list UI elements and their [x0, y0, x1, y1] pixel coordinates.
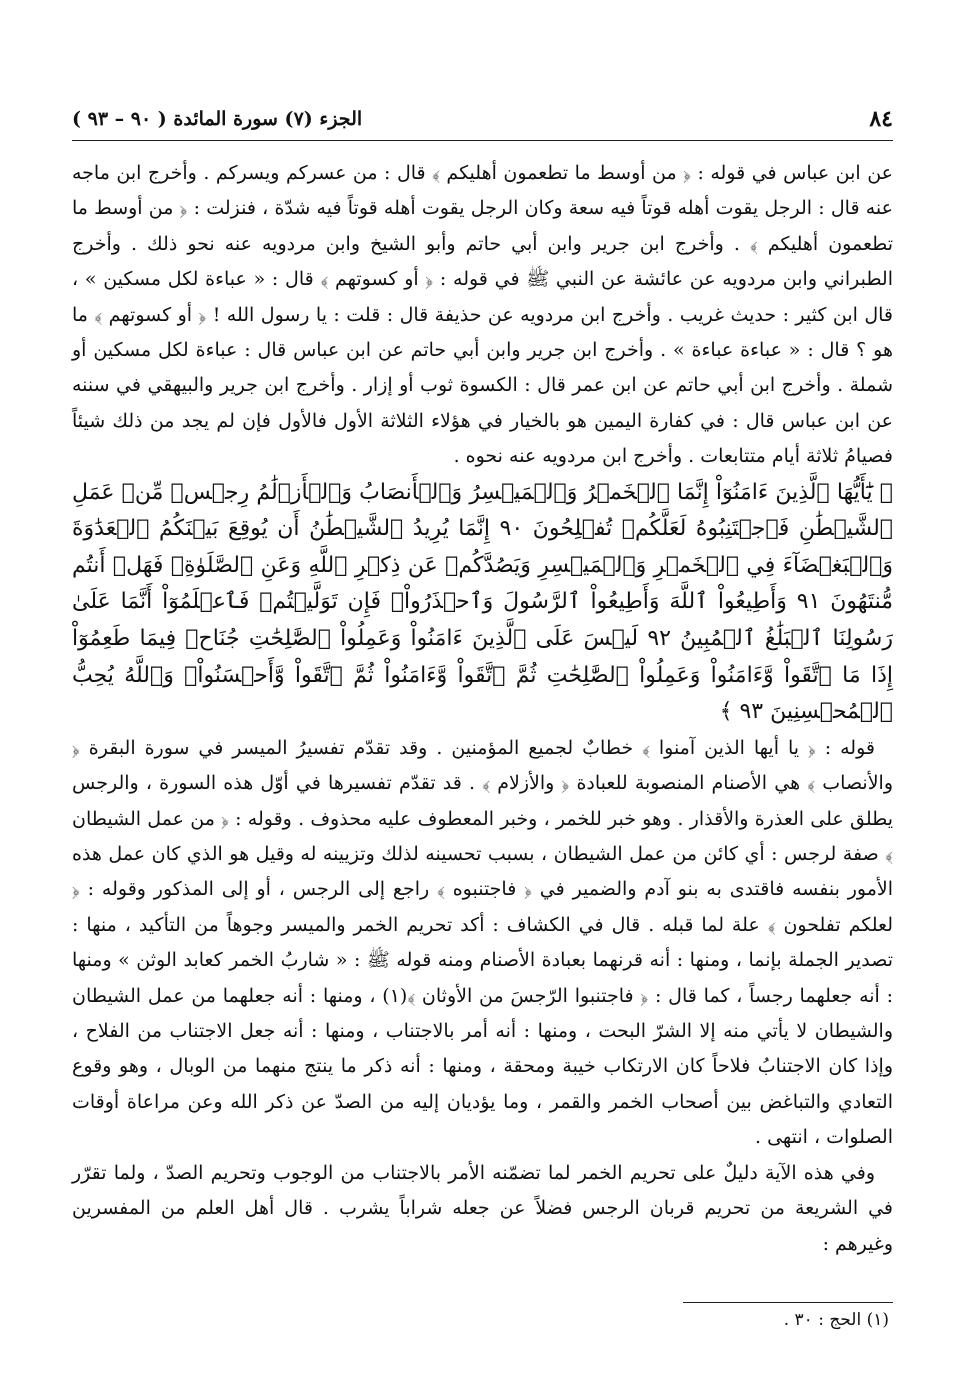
main-text — [72, 156, 893, 1262]
page-header — [72, 104, 893, 141]
quran-verses: ﴿ يَٰٓأَيُّهَا ٱلَّذِينَ ءَامَنُوٓاْ إِنَّمَا ٱلۡخَمۡرُ وَٱلۡمَيۡسِرُ وَٱلۡأَنصَابُ وَٱلۡأَزۡلَٰمُ رِجۡسٞ مِّنۡ عَمَلِ ٱلشَّيۡطَٰنِ فَٱجۡتَنِبُوهُ لَعَلَّكُمۡ تُفۡلِحُونَ ٩٠ إِنَّمَا يُرِيدُ ٱلشَّيۡطَٰنُ أَن يُوقِعَ بَيۡنَكُمُ ٱلۡعَدَٰوَةَ وَٱلۡبَغۡضَآءَ فِي ٱلۡخَمۡرِ وَٱلۡمَيۡسِرِ وَيَصُدَّكُمۡ عَن ذِكۡرِ ٱللَّهِ وَعَنِ ٱلصَّلَوٰةِۖ فَهَلۡ أَنتُم مُّنتَهُونَ ٩١ وَأَطِيعُواْ ٱللَّهَ وَأَطِيعُواْ ٱلرَّسُولَ وَٱحۡذَرُواْۚ فَإِن تَوَلَّيۡتُمۡ فَٱعۡلَمُوٓاْ أَنَّمَا عَلَىٰ رَسُولِنَا ٱلۡبَلَٰغُ ٱلۡمُبِينُ ٩٢ لَيۡسَ عَلَى ٱلَّذِينَ ءَامَنُواْ وَعَمِلُواْ ٱلصَّٰلِحَٰتِ جُنَاحٞ فِيمَا طَعِمُوٓاْ إِذَا مَا ٱتَّقَواْ وَّءَامَنُواْ وَعَمِلُواْ ٱلصَّٰلِحَٰتِ ثُمَّ ٱتَّقَواْ وَّءَامَنُواْ ثُمَّ ٱتَّقَواْ وَّأَحۡسَنُواْۚ وَٱللَّهُ يُحِبُّ ٱلۡمُحۡسِنِينَ ٩٣ ﴾ — [72, 479, 893, 725]
commentary-paragraph-2: وفي هذه الآية دليلٌ على تحريم الخمر لما تضمّنه الأمر بالاجتناب من الوجوب وتحريم الصدّ ، ولما تقرّر في الشريعة من تحريم قربان الرجس فضلاً عن جعله شراباً يشرب . قال أهل العلم من المفسرين وغيرهم : — [72, 1161, 893, 1255]
commentary-paragraph-1: قوله : ﴿ يا أيها الذين آمنوا ﴾ خطابٌ لجميع المؤمنين . وقد تقدّم تفسيرُ الميسر في سورة البقرة ﴿ والأنصاب ﴾ هي الأصنام المنصوبة للعبادة ﴿ والأزلام ﴾ . قد تقدّم تفسيرها في أوّل هذه السورة ، والرجس يطلق على العذرة والأقذار . وهو خبر للخمر ، وخبر المعطوف عليه محذوف . وقوله : ﴿ من عمل الشيطان ﴾ صفة لرجس : أي كائن من عمل الشيطان ، بسبب تحسينه لذلك وتزيينه له وقيل هو الذي كان عمل هذه الأمور بنفسه فاقتدى به بنو آدم والضمير في ﴿ فاجتنبوه ﴾ راجع إلى الرجس ، أو إلى المذكور وقوله : ﴿ لعلكم تفلحون ﴾ علة لما قبله . قال في الكشاف : أكد تحريم الخمر والميسر وجوهاً من التأكيد ، منها : تصدير الجملة بإنما ، ومنها : أنه قرنهما بعبادة الأصنام ومنه قوله ﷺ : « شاربُ الخمر كعابد الوثن » ومنها : أنه جعلهما رجساً ، كما قال : ﴿ فاجتنبوا الرّجسَ من الأوثان ﴾(١) ، ومنها : أنه جعلهما من عمل الشيطان والشيطان لا يأتي منه إلا الشرّ البحت ، ومنها : أنه أمر بالاجتناب ، ومنها : أنه جعل الاجتناب من الفلاح ، وإذا كان الاجتنابُ فلاحاً كان الارتكاب خيبة ومحقة ، ومنها : أنه ذكر ما ينتج منهما من الوبال ، وهو وقوع التعادي والتباغض بين أصحاب الخمر والقمر ، وما يؤديان إليه من الصدّ عن ذكر الله وعن مراعاة أوقات الصلوات ، انتهى . — [72, 736, 893, 1149]
footnote-divider — [683, 1302, 893, 1303]
page-number: ٨٤ — [869, 106, 893, 132]
hadith-paragraph: عن ابن عباس في قوله : ﴿ من أوسط ما تطعمون أهليكم ﴾ قال : من عسركم ويسركم . وأخرج ابن ماجه عنه قال : الرجل يقوت أهله قوتاً فيه سعة وكان الرجل يقوت أهله قوتاً فيه شدّة ، فنزلت : ﴿ من أوسط ما تطعمون أهليكم ﴾ . وأخرج ابن جرير وابن أبي حاتم وأبو الشيخ وابن مردويه عنه نحو ذلك . وأخرج الطبراني وابن مردويه عن عائشة عن النبي ﷺ في قوله : ﴿ أو كسوتهم ﴾ قال : « عباءة لكل مسكين » ، قال ابن كثير : حديث غريب . وأخرج ابن مردويه عن حذيفة قال : قلت : يا رسول الله ! ﴿ أو كسوتهم ﴾ ما هو ؟ قال : « عباءة عباءة » . وأخرج ابن جرير وابن أبي حاتم عن ابن عباس قال : عباءة لكل مسكين أو شملة . وأخرج ابن أبي حاتم عن ابن عمر قال : الكسوة ثوب أو إزار . وأخرج ابن جرير والبيهقي في سننه عن ابن عباس قال : في كفارة اليمين هو بالخيار في هؤلاء الثلاثة الأول فالأول فإن لم يجد من ذلك شيئاً فصيامُ ثلاثة أيام متتابعات . وأخرج ابن مردويه عنه نحوه . — [72, 162, 893, 468]
footnote: (١) الحج : ٣٠ . — [783, 1310, 889, 1330]
running-title: الجزء (٧) سورة المائدة ( ٩٠ – ٩٣ ) — [72, 108, 363, 130]
